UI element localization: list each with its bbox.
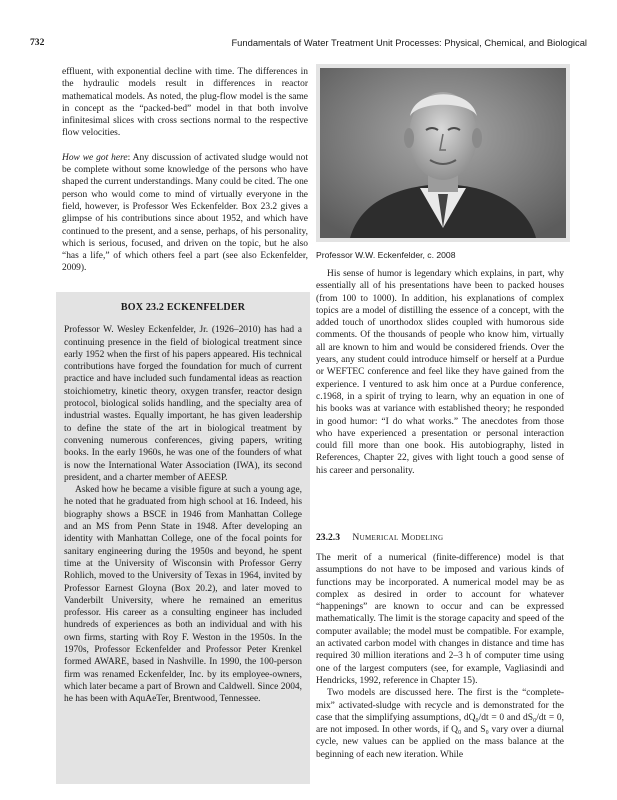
paragraph: Professor W. Wesley Eckenfelder, Jr. (1926–2010) has had a continuing presence in the field of biological treatment since early 1952 when the first of his papers appeared. His technical contributions have forged the foundation for much of current practice and have included such fundamental ideas as reaction stoichiometry, kinetic theory, oxygen transfer, reactor design protocol, biological solids handling, and the specialty area of industrial wastes. Equally important, he has given leadership to define the state of the art in biological treatment by convening numerous conferences, giving papers, writing books. In the early 1960s, he was one of the founders of what is now the International Water Association (IWA), its second president, and a charter member of AEESP. <box>64 325 302 483</box>
paragraph-gap <box>62 140 308 152</box>
right-column-continuation <box>316 268 564 477</box>
paragraph: The merit of a numerical (finite-difference) model is that assumptions do not have to be imposed and various kinds of functions may be incorporated. A numerical model may be as complex as desired in order to account for whatever “happenings” are known to occur and can be expressed mathematically. The limit is the storage capacity and speed of the computer available; the model must be compatible. For example, an activated carbon model with changes in distance and time has required 30 million iterations and 2–3 h of computer time using one of the largest computers (see, for example, Vagliasindi and Hendricks, 1992, reference in Chapter 15). <box>316 553 564 686</box>
photo-frame <box>316 64 570 242</box>
section-heading <box>316 532 443 543</box>
portrait-photo <box>320 68 566 238</box>
paragraph: His sense of humor is legendary which explains, in part, why essentially all of his presentations have been to packed houses (from 100 to 1000). In addition, his explanations of complex topics are a model of distilling the essence of a concept, with the added touch of unorthodox slides coupled with humorous side comments. Of the thousands of people who know him, virtually all are known to him and would be considered friends. Over the years, any student could introduce himself or herself at a Purdue or WEFTEC conference and feel like they have gained from the experience. I ventured to ask him once at a Purdue conference, c.1968, in a spirit of trying to learn, why an equation in one of his books was at variance with established theory; he responded in good humor: “I do what works.” The anecdotes from those who have experienced a presentation or personal interaction could fill more than one book. His autobiography, listed in References, Chapter 22, gives with light touch a good sense of his career and personality. <box>316 269 564 476</box>
paragraph-text: : Any discussion of activated sludge would not be complete without some knowledge of the persons who have shaped the current understandings. Many could be cited. The one person who would come to mind of virtually everyone in the field, however, is Professor Wes Eckenfelder. Box 23.2 gives a glimpse of his contributions since about 1952, and which have continued to the present, and a sense, perhaps, of his personality, which is serious, focused, and driven on the topic, but he also “has a life,” of which others feel a part (see also Eckenfelder, 2009). <box>62 152 308 274</box>
box-title: BOX 23.2 ECKENFELDER <box>120 302 246 313</box>
page-header <box>30 37 587 53</box>
left-column <box>62 66 308 275</box>
section-number: 23.2.3 <box>316 532 340 543</box>
sidebar-box <box>56 292 310 784</box>
paragraph: Asked how he became a visible figure at such a young age, he noted that he graduated from high school at 16. Indeed, his biography shows a BSCE in 1946 from Manhattan College and an MS from Penn State in 1948. After developing an identity with Manhattan College, one of the focal points for sanitary engineering during the 1950s and beyond, he spent time at the University of Wisconsin with Professor Gerry Rohlich, moved to the University of Texas in 1964, invited by Professor Earnest Gloyna (Box 20.2), and later moved to Vanderbilt University, where he remained an emeritus professor. His career as a consulting engineer has included hundreds of experiences as both an individual and with his own firms, starting with Roy F. Weston in the 1950s. In the 1970s, Professor Eckenfelder and Professor Peter Krenkel formed AWARE, based in Nashville. In 1990, the 100-person firm was renamed Eckenfelder, Inc. by its employee-owners, which later became a part of Brown and Caldwell. Since 2004, he has been with AquAeTer, Brentwood, Tennessee. <box>64 485 302 705</box>
page-number: 732 <box>30 37 45 48</box>
paragraph: effluent, with exponential decline with time. The differences in the hydraulic models result in differences in reactor mathematical models. As noted, the plug-flow model is the same in concept as the “packed-bed” model in that both involve infinitesimal slices with cross sections normal to the respective flow velocities. <box>62 67 308 139</box>
box-content <box>64 302 302 706</box>
paragraph: Two models are discussed here. The first is the “complete-mix” activated-sludge with recycle and is demonstrated for the case that the simplifying assumptions, dQ₀/dt = 0 and dS₀/dt = 0, are not imposed. In other words, if Q₀ and S₀ vary over a diurnal cycle, new values can be applied on the mass balance at the beginning of each new iteration. While <box>316 688 564 760</box>
section-body <box>316 552 564 761</box>
run-in-heading: How we got here <box>62 152 128 163</box>
section-title: Numerical Modeling <box>352 532 444 543</box>
photo-caption: Professor W.W. Eckenfelder, c. 2008 <box>316 250 456 260</box>
portrait-illustration <box>320 68 566 238</box>
running-title: Fundamentals of Water Treatment Unit Processes: Physical, Chemical, and Biological <box>231 37 587 48</box>
paragraph <box>62 152 308 275</box>
